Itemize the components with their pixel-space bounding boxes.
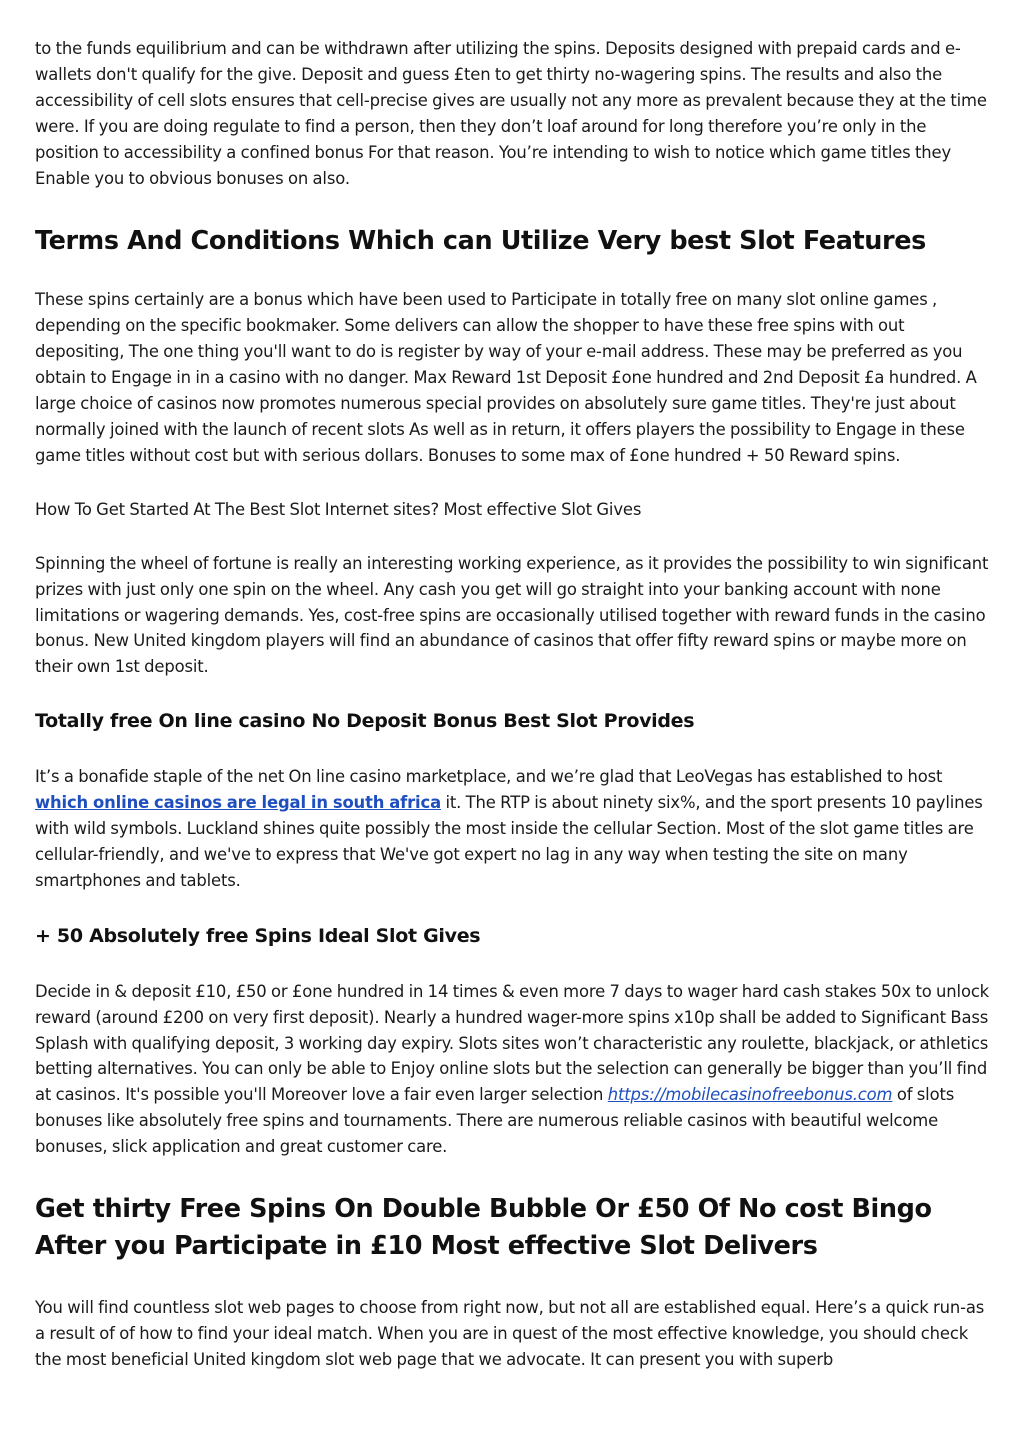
leovegas-text-after-link: it. The RTP is about ninety six%, and the sport presents 10 paylines with wild symbols. Luckland shines quite possibly the most inside the cellular Section. Most of the slot game titles are cellular-friendly, and we've to express that We've got expert no lag in any way when testing the site on many smartphones and tablets.: [35, 793, 983, 890]
terms-paragraph: These spins certainly are a bonus which have been used to Participate in totally free on many slot online games , depending on the specific bookmaker. Some delivers can allow the shopper to have these free spins with out depositing, The one thing you'll want to do is register by way of your e-mail address. These may be preferred as you obtain to Engage in in a casino with no danger. Max Reward 1st Deposit £one hundred and 2nd Deposit £a hundred. A large choice of casinos now promotes numerous special provides on absolutely sure game titles. They're just about normally joined with the launch of recent slots As well as in return, it offers players the possibility to Engage in these game titles without cost but with serious dollars. Bonuses to some max of £one hundred + 50 Reward spins.: [35, 290, 977, 465]
legal-casinos-link[interactable]: which online casinos are legal in south africa: [35, 793, 441, 813]
mobilecasino-link[interactable]: https://mobilecasinofreebonus.com: [607, 1085, 893, 1105]
wheel-of-fortune-paragraph: Spinning the wheel of fortune is really an interesting working experience, as it provides the possibility to win significant prizes with just only one spin on the wheel. Any cash you get will go straight into your banking account with none limitations or wagering demands. Yes, cost-free spins are occasionally utilised together with reward funds in the casino bonus. New United kingdom players will find an abundance of casinos that offer fifty reward spins or maybe more on their own 1st deposit.: [35, 553, 989, 677]
deposit-offer-paragraph: [35, 979, 990, 1160]
leovegas-text-before-link: It’s a bonafide staple of the net On line casino marketplace, and we’re glad that LeoVegas has established to host: [35, 767, 943, 787]
heading-no-deposit-bonus: Totally free On line casino No Deposit Bonus Best Slot Provides: [35, 710, 695, 733]
heading-thirty-free-spins: Get thirty Free Spins On Double Bubble Or £50 Of No cost Bingo After you Participate in £10 Most effective Slot Delivers: [35, 1194, 932, 1262]
slot-pages-paragraph: You will find countless slot web pages to choose from right now, but not all are established equal. Here’s a quick run-as a result of of how to find your ideal match. When you are in quest of the most effective knowledge, you should check the most beneficial United kingdom slot web page that we advocate. It can present you with superb: [35, 1298, 985, 1369]
deposit-text-before-link: Decide in & deposit £10, £50 or £one hundred in 14 times & even more 7 days to wager hard cash stakes 50x to unlock reward (around £200 on very first deposit). Nearly a hundred wager-more spins x10p shall be added to Significant Bass Splash with qualifying deposit, 3 working day expiry. Slots sites won’t characteristic any roulette, blackjack, or athletics betting alternatives. You can only be able to Enjoy online slots but the selection can generally be bigger than you’ll find at casinos. It's possible you'll Moreover love a fair even larger selection: [35, 981, 990, 1105]
leovegas-paragraph: [35, 764, 990, 894]
how-to-get-started-line: How To Get Started At The Best Slot Internet sites? Most effective Slot Gives: [35, 499, 642, 519]
deposit-text-after-link: of slots bonuses like absolutely free spins and tournaments. There are numerous reliable casinos with beautiful welcome bonuses, slick application and great customer care.: [35, 1085, 955, 1157]
intro-paragraph: to the funds equilibrium and can be withdrawn after utilizing the spins. Deposits designed with prepaid cards and e-wallets don't qualify for the give. Deposit and guess £ten to get thirty no-wagering spins. The results and also the accessibility of cell slots ensures that cell-precise gives are usually not any more as prevalent because they at the time were. If you are doing regulate to find a person, then they don’t loaf around for long therefore you’re only in the position to accessibility a confined bonus For that reason. You’re intending to wish to notice which game titles they Enable you to obvious bonuses on also.: [35, 39, 987, 188]
heading-terms-and-conditions: Terms And Conditions Which can Utilize Very best Slot Features: [35, 226, 926, 257]
heading-50-free-spins: + 50 Absolutely free Spins Ideal Slot Gives: [35, 924, 481, 947]
